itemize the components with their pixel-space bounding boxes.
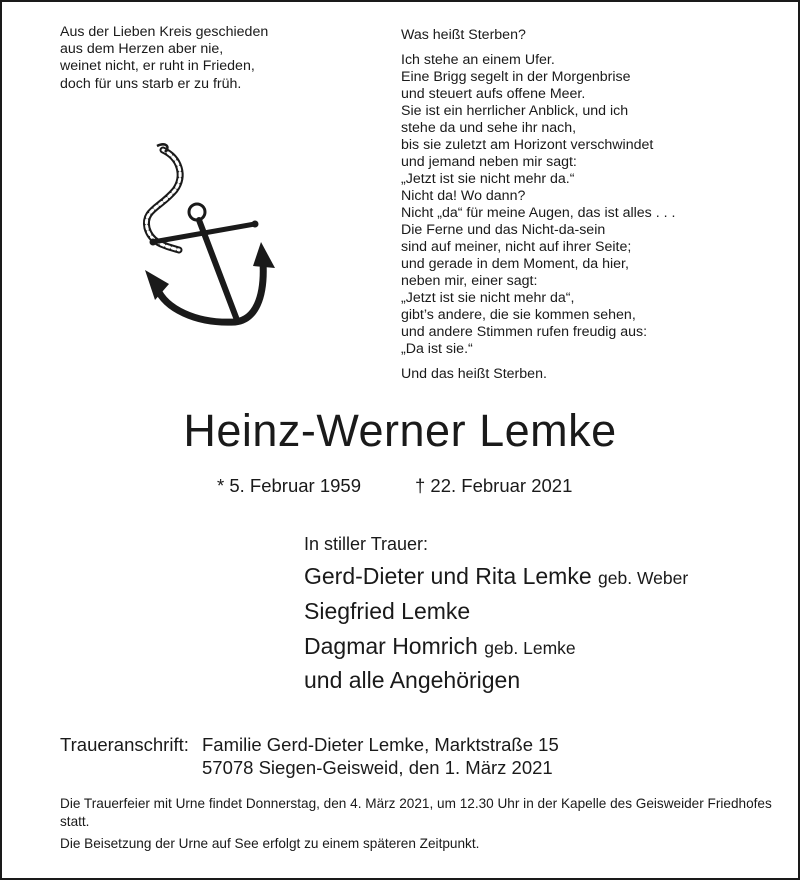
poem-line: Eine Brigg segelt in der Morgenbrise (401, 69, 631, 85)
mourner-name: Gerd-Dieter und Rita Lemke (304, 563, 592, 589)
birth-date: * 5. Februar 1959 (217, 475, 361, 496)
poem-line: neben mir, einer sagt: (401, 273, 538, 289)
burial-info: Die Beisetzung der Urne auf See erfolgt zu einem späteren Zeitpunkt. (60, 836, 480, 851)
anchor-icon (135, 138, 295, 333)
poem-line: „Jetzt ist sie nicht mehr da.“ (401, 171, 575, 187)
mourner-entry (304, 563, 688, 590)
poem-line: gibt’s andere, die sie kommen sehen, (401, 307, 636, 323)
mourner-note: geb. Weber (598, 568, 689, 588)
address-line: 57078 Siegen-Geisweid, den 1. März 2021 (202, 757, 553, 778)
poem-line: und jemand neben mir sagt: (401, 154, 577, 170)
poem-line: „Jetzt ist sie nicht mehr da“, (401, 290, 575, 306)
poem-line: „Da ist sie.“ (401, 341, 473, 357)
poem-line: sind auf meiner, nicht auf ihrer Seite; (401, 239, 632, 255)
poem-title: Was heißt Sterben? (401, 27, 526, 43)
mourners-intro: In stiller Trauer: (304, 534, 429, 554)
verse-line: weinet nicht, er ruht in Frieden, (60, 58, 255, 75)
poem-closing: Und das heißt Sterben. (401, 366, 547, 382)
poem-line: Nicht „da“ für meine Augen, das ist alles . . . (401, 205, 676, 221)
poem-line: Ich stehe an einem Ufer. (401, 52, 555, 68)
poem-line: und steuert aufs offene Meer. (401, 86, 586, 102)
mourner-entry (304, 667, 520, 694)
mourner-entry (304, 598, 470, 625)
poem-line: Nicht da! Wo dann? (401, 188, 526, 204)
verse-line: doch für uns starb er zu früh. (60, 75, 242, 92)
death-date: † 22. Februar 2021 (415, 475, 573, 496)
mourner-name: Siegfried Lemke (304, 598, 471, 624)
poem-line: bis sie zuletzt am Horizont verschwindet (401, 137, 654, 153)
deceased-name: Heinz-Werner Lemke (183, 405, 617, 456)
verse-line: Aus der Lieben Kreis geschieden (60, 24, 269, 40)
poem-line: Die Ferne und das Nicht-da-sein (401, 222, 606, 238)
address-line: Familie Gerd-Dieter Lemke, Marktstraße 15 (202, 734, 559, 755)
verse-line: aus dem Herzen aber nie, (60, 41, 224, 58)
verse (60, 24, 268, 93)
mourner-entry (304, 633, 576, 660)
mourner-note: geb. Lemke (484, 638, 576, 658)
mourner-name: Dagmar Homrich (304, 633, 478, 659)
ceremony-info: Die Trauerfeier mit Urne findet Donnerstag, den 4. März 2021, um 12.30 Uhr in der Kapelle des Geisweider Friedhofes statt. (60, 796, 772, 829)
poem-line: und andere Stimmen rufen freudig aus: (401, 324, 648, 340)
poem-line: und gerade in dem Moment, da hier, (401, 256, 629, 272)
mourner-name: und alle Angehörigen (304, 667, 521, 693)
address-label: Traueranschrift: (60, 734, 189, 755)
poem-line: stehe da und sehe ihr nach, (401, 120, 577, 136)
poem (401, 27, 675, 383)
poem-line: Sie ist ein herrlicher Anblick, und ich (401, 103, 629, 119)
